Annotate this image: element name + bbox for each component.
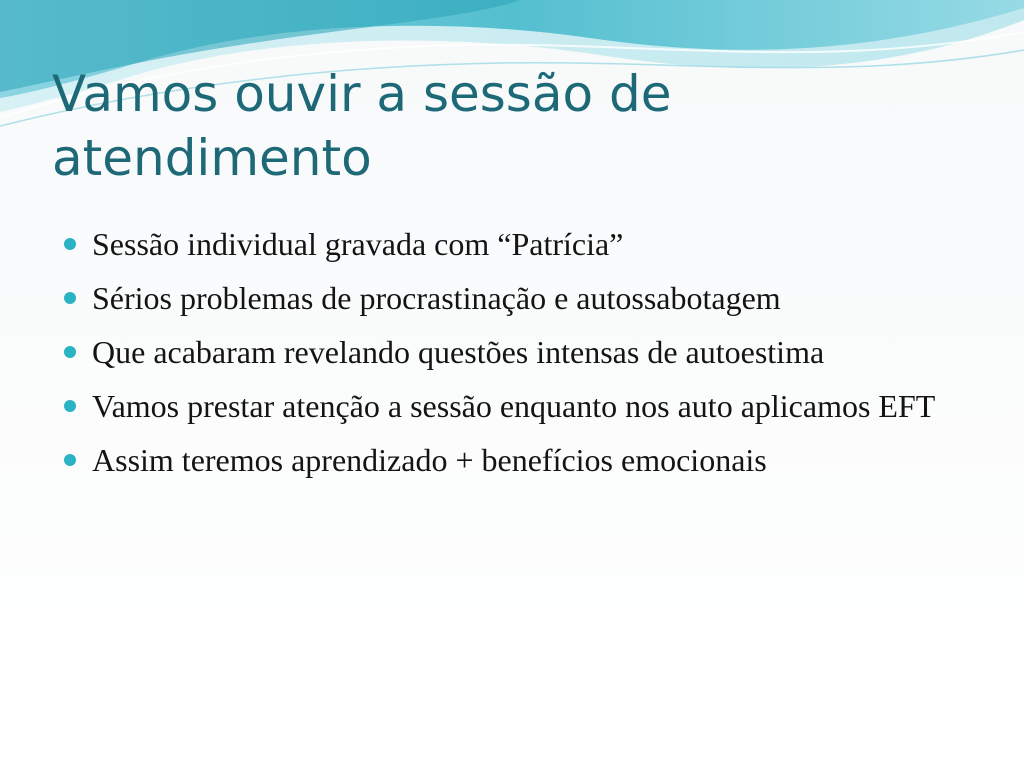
bullet-item [64, 330, 984, 374]
bullet-text: Que acabaram revelando questões intensas de autoestima [92, 334, 825, 370]
bullet-marker-icon [64, 346, 76, 358]
slide-title [52, 62, 952, 190]
bullet-text: Assim teremos aprendizado + benefícios emocionais [92, 442, 767, 478]
bullet-marker-icon [64, 454, 76, 466]
bullet-marker-icon [64, 238, 76, 250]
bullet-item [64, 276, 984, 320]
bullet-item [64, 384, 984, 428]
bullet-list [64, 222, 984, 492]
slide-title-line-2: atendimento [52, 129, 372, 187]
bullet-marker-icon [64, 292, 76, 304]
bullet-text: Vamos prestar atenção a sessão enquanto nos auto aplicamos EFT [92, 388, 936, 424]
slide-title-line-1: Vamos ouvir a sessão de [52, 65, 672, 123]
bullet-item [64, 438, 984, 482]
bullet-text: Sessão individual gravada com “Patrícia” [92, 226, 624, 262]
bullet-text: Sérios problemas de procrastinação e autossabotagem [92, 280, 781, 316]
bullet-item [64, 222, 984, 266]
bullet-marker-icon [64, 400, 76, 412]
